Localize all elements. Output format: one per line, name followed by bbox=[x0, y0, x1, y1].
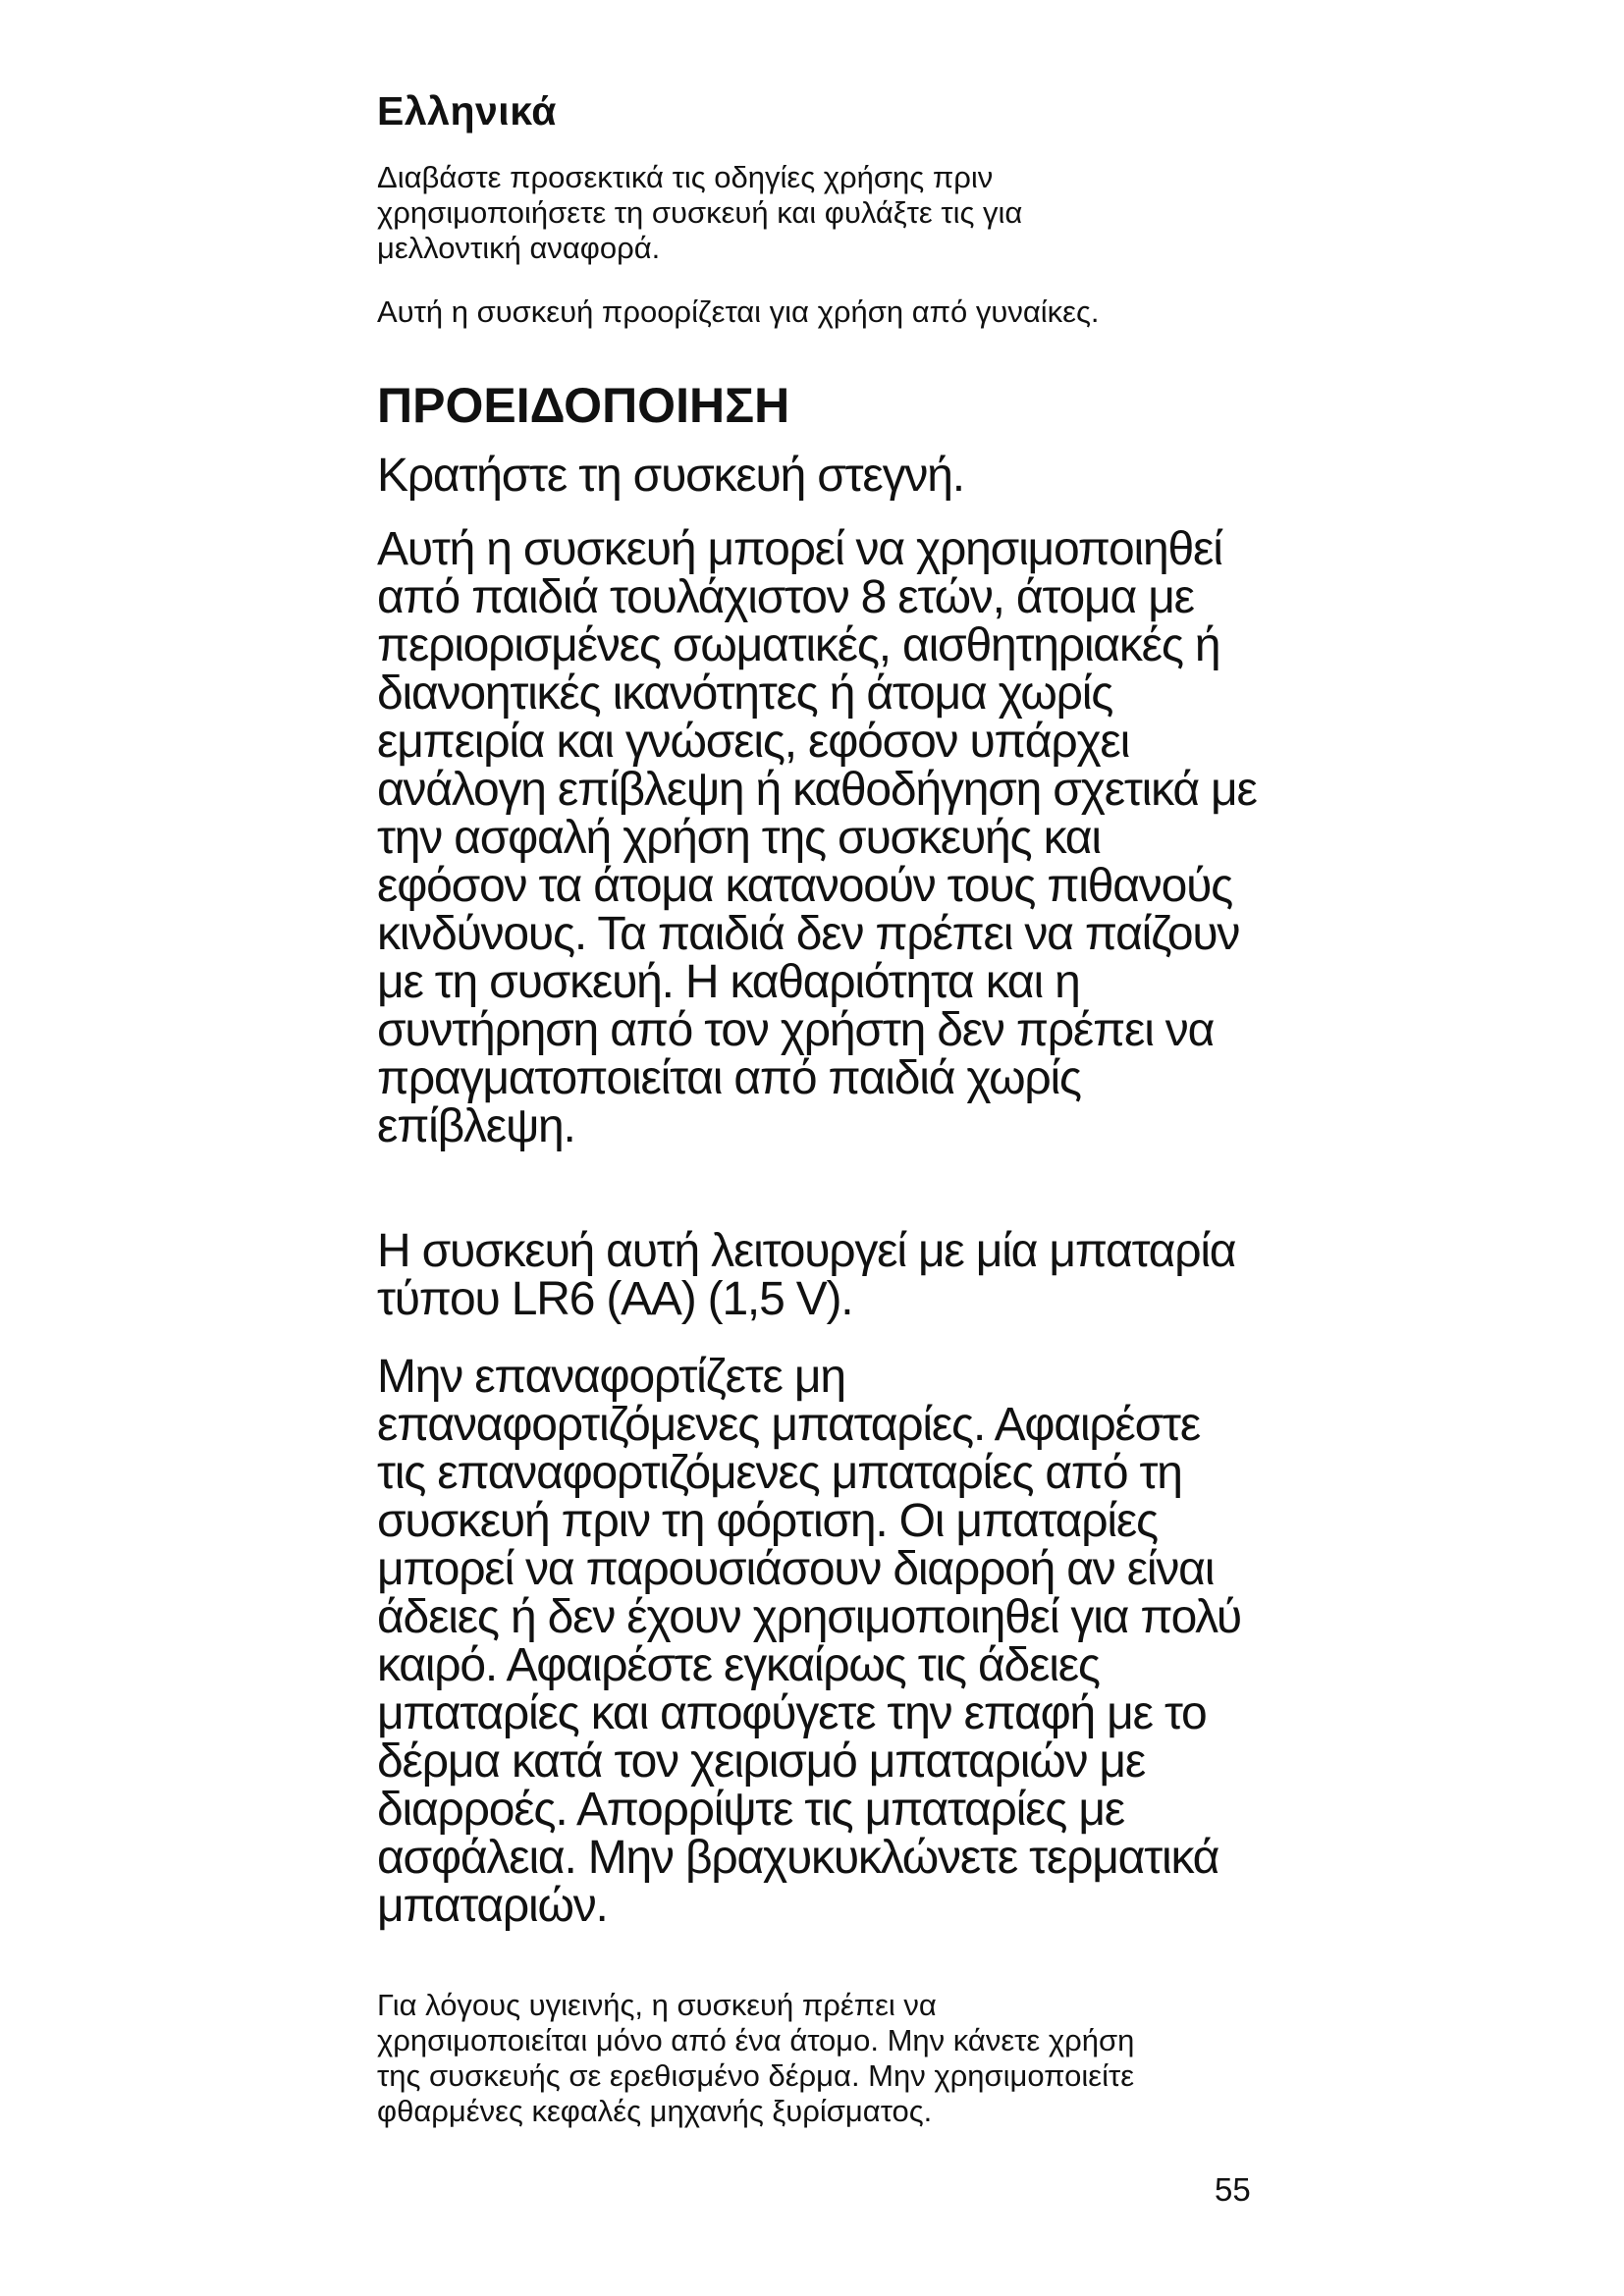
text-line: χρησιμοποιείται μόνο από ένα άτομο. Μην κάνετε χρήση bbox=[377, 2023, 1135, 2057]
text-line: συσκευή πριν τη φόρτιση. Οι μπαταρίες bbox=[377, 1495, 1158, 1547]
text-line: τις επαναφορτιζόμενες μπαταρίες από τη bbox=[377, 1447, 1182, 1499]
text-line: εμπειρία και γνώσεις, εφόσον υπάρχει bbox=[377, 716, 1130, 768]
text-line: επαναφορτιζόμενες μπαταρίες. Αφαιρέστε bbox=[377, 1399, 1201, 1451]
keep-dry-paragraph: Κρατήστε τη συσκευή στεγνή. bbox=[377, 450, 964, 502]
intended-use-paragraph: Αυτή η συσκευή προορίζεται για χρήση από γυναίκες. bbox=[377, 294, 1100, 329]
text-line: διαρροές. Απορρίψτε τις μπαταρίες με bbox=[377, 1784, 1124, 1836]
text-line: άδειες ή δεν έχουν χρησιμοποιηθεί για πολύ bbox=[377, 1591, 1241, 1643]
text-line: ανάλογη επίβλεψη ή καθοδήγηση σχετικά με bbox=[377, 764, 1257, 816]
text-line: καιρό. Αφαιρέστε εγκαίρως τις άδειες bbox=[377, 1639, 1100, 1691]
hygiene-paragraph bbox=[377, 1988, 1359, 2129]
battery-type-paragraph bbox=[377, 1227, 1359, 1323]
text-line: την ασφαλή χρήση της συσκευής και bbox=[377, 812, 1101, 864]
text-line: Η συσκευή αυτή λειτουργεί με μία μπαταρία bbox=[377, 1225, 1236, 1277]
text-line: της συσκευής σε ερεθισμένο δέρμα. Μην χρησιμοποιείτε bbox=[377, 2058, 1135, 2093]
text-line: μπαταρίες και αποφύγετε την επαφή με το bbox=[377, 1687, 1207, 1739]
text-line: εφόσον τα άτομα κατανοούν τους πιθανούς bbox=[377, 860, 1233, 912]
text-line: Μην επαναφορτίζετε μη bbox=[377, 1351, 845, 1403]
text-line: δέρμα κατά τον χειρισμό μπαταριών με bbox=[377, 1735, 1146, 1788]
text-line: συντήρηση από τον χρήστη δεν πρέπει να bbox=[377, 1004, 1215, 1056]
text-line: από παιδιά τουλάχιστον 8 ετών, άτομα με bbox=[377, 571, 1194, 623]
text-line: πραγματοποιείται από παιδιά χωρίς bbox=[377, 1052, 1081, 1104]
text-line: περιορισμένες σωματικές, αισθητηριακές ή bbox=[377, 619, 1220, 671]
text-line: επίβλεψη. bbox=[377, 1100, 575, 1152]
text-line: κινδύνους. Τα παιδιά δεν πρέπει να παίζουν bbox=[377, 908, 1240, 960]
text-line: χρησιμοποιήσετε τη συσκευή και φυλάξτε τις για bbox=[377, 195, 1023, 230]
battery-warning-paragraph bbox=[377, 1353, 1359, 1930]
text-line: τύπου LR6 (AA) (1,5 V). bbox=[377, 1273, 853, 1325]
text-line: φθαρμένες κεφαλές μηχανής ξυρίσματος. bbox=[377, 2094, 933, 2128]
page-number: 55 bbox=[1215, 2171, 1251, 2208]
text-line: Αυτή η συσκευή μπορεί να χρησιμοποιηθεί bbox=[377, 523, 1222, 575]
language-title: Ελληνικά bbox=[377, 88, 557, 133]
intro-paragraph bbox=[377, 160, 1359, 266]
text-line: Για λόγους υγιεινής, η συσκευή πρέπει να bbox=[377, 1988, 937, 2022]
text-line: διανοητικές ικανότητες ή άτομα χωρίς bbox=[377, 667, 1113, 720]
warning-heading: ΠΡΟΕΙΔΟΠΟΙΗΣΗ bbox=[377, 378, 790, 433]
text-line: μπαταριών. bbox=[377, 1880, 608, 1932]
text-line: με τη συσκευή. Η καθαριότητα και η bbox=[377, 956, 1080, 1008]
text-line: Διαβάστε προσεκτικά τις οδηγίες χρήσης πριν bbox=[377, 160, 994, 194]
text-line: μπορεί να παρουσιάσουν διαρροή αν είναι bbox=[377, 1543, 1215, 1595]
children-safety-paragraph bbox=[377, 525, 1359, 1150]
text-line: ασφάλεια. Μην βραχυκυκλώνετε τερματικά bbox=[377, 1832, 1219, 1884]
text-line: μελλοντική αναφορά. bbox=[377, 231, 661, 265]
